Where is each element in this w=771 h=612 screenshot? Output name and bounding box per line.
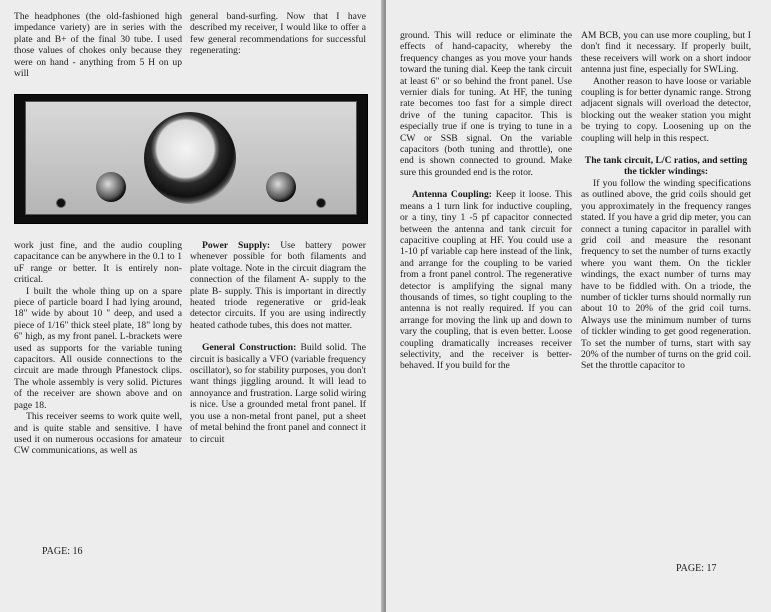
page-number: PAGE: 16 — [42, 546, 83, 557]
paragraph: work just fine, and the audio coupling capacitance can be anywhere in the 0.1 to 1 uF range or better. It is entirely non-critical. — [14, 240, 182, 286]
section-text: Use battery power whenever possible for both filaments and plate voltage. Note in the circuit diagram the connection of the filament A- supply to the plate B- supply. This is important in directly heated triode regenerative or grid-leak detector circuits. If you are using indirectly heated cathode tubes, this does not matter. — [190, 240, 366, 331]
jack — [316, 198, 326, 208]
section-heading: Antenna Coupling: — [412, 189, 492, 201]
right-col1 — [400, 30, 572, 372]
section-text: Keep it loose. This means a 1 turn link for inductive coupling, or a tiny, tiny 1 -5 pf capacitor connected between the antenna and tank circuit for capacitive coupling at HF. You could use a 1-10 pf variable cap here instead of the link, and arrange for the coupling to be varied from a front panel control. The regenerative detector is amplifying the signal many thousands of times, so tight coupling to the antenna is not really required. If you can arrange for moving the link up and down to vary the coupling, that is even better. Loose coupling dramatically increases receiver selectivity, and the receiver is better-behaved. If you build for the — [400, 189, 572, 372]
right-col2 — [581, 30, 751, 372]
left-col1-bottom — [14, 240, 182, 457]
receiver-photo — [14, 94, 368, 224]
paragraph — [190, 342, 366, 445]
left-col1-top — [14, 11, 182, 79]
left-col2-top — [190, 11, 366, 57]
paragraph: ground. This will reduce or eliminate the effects of hand-capacity, whereby the frequency changes as you move your hands toward the tuning dial. Keep the tank circuit at least 6" or so behind the front panel. Use vernier dials for tuning. At HF, the tuning rate becomes too fast for a simple direct drive of the tuning capacitor. This is especially true if one is trying to tune in a CW or SSB signal. On the variable capacitors (both tuning and throttle), one end is shown connected to ground. Make sure this grounded end is the rotor. — [400, 30, 572, 178]
knob — [266, 172, 296, 202]
section-heading: Power Supply: — [202, 240, 271, 251]
knob — [96, 172, 126, 202]
left-page — [0, 0, 384, 612]
paragraph: This receiver seems to work quite well, and is quite stable and sensitive. I have used it on numerous occasions for amateur CW communications, as well as — [14, 411, 182, 457]
right-page — [386, 0, 771, 612]
paragraph: AM BCB, you can use more coupling, but I don't find it necessary. If properly built, these receivers will work on a short indoor antenna just fine, especially for SWLing. — [581, 30, 751, 76]
jack — [56, 198, 66, 208]
left-col2-bottom — [190, 240, 366, 445]
section-heading: General Construction: — [202, 342, 297, 354]
paragraph — [190, 240, 366, 331]
section-heading: The tank circuit, L/C ratios, and setting the tickler windings: — [584, 155, 748, 178]
front-panel — [25, 101, 357, 215]
paragraph: If you follow the winding specifications as outlined above, the grid coils should get you approximately in the frequency ranges stated. If you have a grid dip meter, you can connect a tuning capacitor in parallel with grid coil and measure the resonant frequency to set the number of turns exactly where you want them. On the tickler windings, the exact number of turns may have to be fiddled with. On a triode, the number of tickler turns should normally run about 10 to 20% of the grid coil turns. Always use the minimum number of turns of tickler winding to get good regeneration. To set the number of turns, start with say 20% of the number of turns on the grid coil. Set the throttle capacitor to — [581, 177, 751, 372]
paragraph: Another reason to have loose or variable coupling is for better dynamic range. Strong adjacent signals will overload the detector, blocking out the weaker station you might be trying to copy. Loosening up on the coupling will help in this respect. — [581, 75, 751, 144]
tuning-dial — [144, 112, 236, 204]
paragraph — [400, 189, 572, 372]
page-number: PAGE: 17 — [676, 563, 717, 574]
paragraph: I built the whole thing up on a spare piece of particle board I had lying around, 18" wide by about 10 " deep, and used a piece of 1/16" thick steel plate, 18" long by 6" high, as my front panel. L-brackets were used as supports for the variable tuning capacitors. All ouside connections to the circuit are made through Pfanestock clips. The whole assembly is very solid. Pictures of the receiver are shown above and on page 18. — [14, 285, 182, 411]
paragraph: general band-surfing. Now that I have described my receiver, I would like to offer a few general recommendations for successful regenerating: — [190, 11, 366, 57]
section-text: Build solid. The circuit is basically a VFO (variable frequency oscillator), so for stability purposes, you don't want things jiggling around. It will lead to annoyance and frustration. Large solid wiring is nice. Use a grounded metal front panel. If you use a non-metal front panel, put a sheet of metal behind the front panel and connect it to circuit — [190, 342, 366, 445]
paragraph: The headphones (the old-fashioned high impedance variety) are in series with the plate and B+ of the final 30 tube. I used those values of chokes only because they were on hand - anything from 5 H on up will — [14, 11, 182, 80]
